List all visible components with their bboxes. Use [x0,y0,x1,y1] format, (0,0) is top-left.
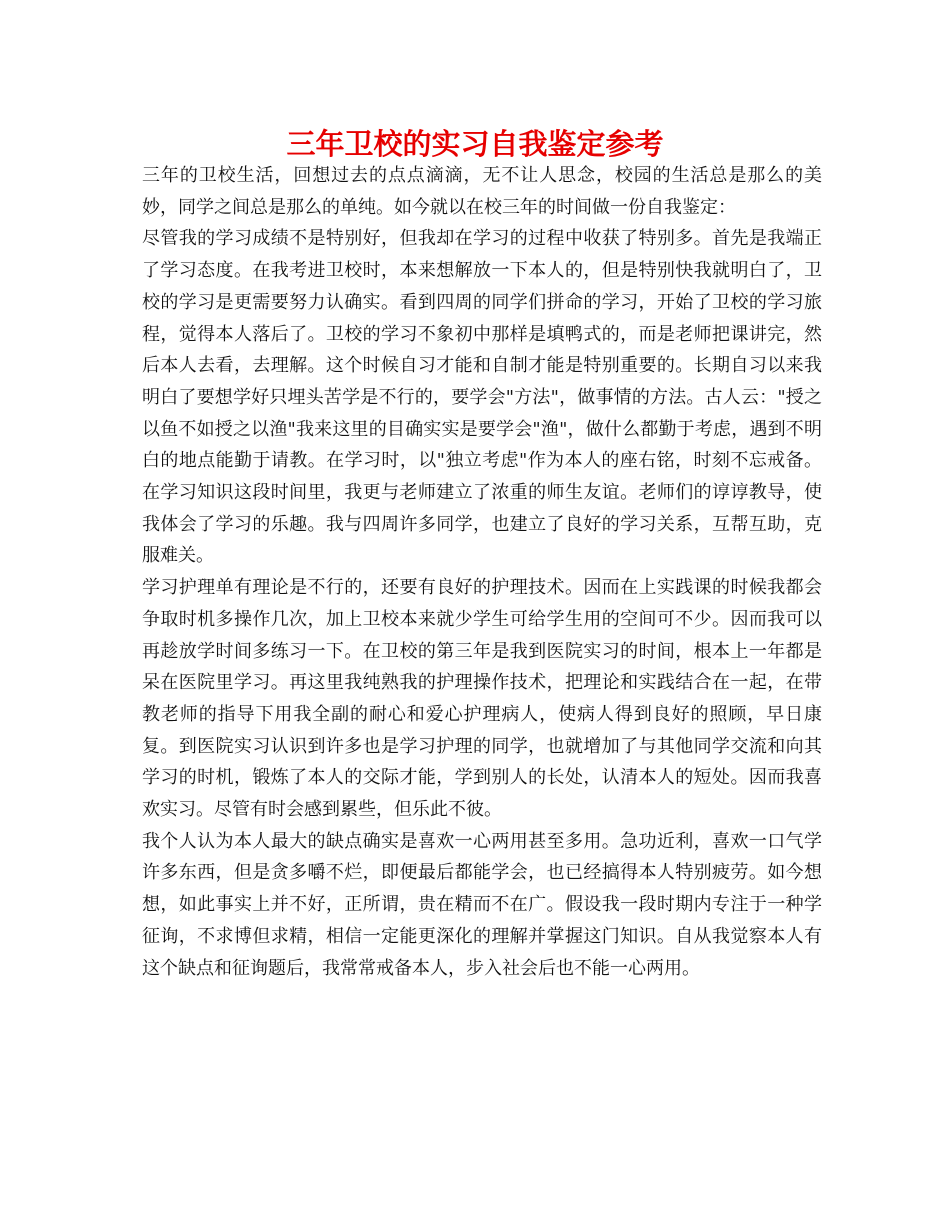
paragraph-intro: 三年的卫校生活，回想过去的点点滴滴，无不让人思念，校园的生活总是那么的美妙，同学之间总是那么的单纯。如今就以在校三年的时间做一份自我鉴定： [142,165,822,218]
page-title: 三年卫校的实习自我鉴定参考 [286,127,664,161]
paragraph-study: 尽管我的学习成绩不是特别好，但我却在学习的过程中收获了特别多。首先是我端正了学习态度。在我考进卫校时，本来想解放一下本人的，但是特别快我就明白了，卫校的学习是更需要努力认确实。看到四周的同学们拼命的学习，开始了卫校的学习旅程，觉得本人落后了。卫校的学习不象初中那样是填鸭式的，而是老师把课讲完，然后本人去看，去理解。这个时候自习才能和自制才能是特别重要的。长期自习以来我明白了要想学好只埋头苦学是不行的，要学会"方法"，做事情的方法。古人云："授之以鱼不如授之以渔"我来这里的目确实实是要学会"渔"，做什么都勤于考虑，遇到不明白的地点能勤于请教。在学习时，以"独立考虑"作为本人的座右铭，时刻不忘戒备。在学习知识这段时间里，我更与老师建立了浓重的师生友谊。老师们的谆谆教导，使我体会了学习的乐趣。我与四周许多同学，也建立了良好的学习关系，互帮互助，克服难关。 [142,228,822,567]
document-body [142,160,822,984]
paragraph-nursing-practice: 学习护理单有理论是不行的，还要有良好的护理技术。因而在上实践课的时候我都会争取时机多操作几次，加上卫校本来就少学生可给学生用的空间可不少。因而我可以再趁放学时间多练习一下。在卫校的第三年是我到医院实习的时间，根本上一年都是呆在医院里学习。再这里我纯熟我的护理操作技术，把理论和实践结合在一起，在带教老师的指导下用我全副的耐心和爱心护理病人，使病人得到良好的照顾，早日康复。到医院实习认识到许多也是学习护理的同学，也就增加了与其他同学交流和向其学习的时机，锻炼了本人的交际才能，学到别人的长处，认清本人的短处。因而我喜欢实习。尽管有时会感到累些，但乐此不彼。 [142,577,822,821]
paragraph-shortcomings: 我个人认为本人最大的缺点确实是喜欢一心两用甚至多用。急功近利，喜欢一口气学许多东西，但是贪多嚼不烂，即便最后都能学会，也已经搞得本人特别疲劳。如今想想，如此事实上并不好，正所谓，贵在精而不在广。假设我一段时期内专注于一种学征询，不求博但求精，相信一定能更深化的理解并掌握这门知识。自从我觉察本人有这个缺点和征询题后，我常常戒备本人，步入社会后也不能一心两用。 [142,830,822,979]
